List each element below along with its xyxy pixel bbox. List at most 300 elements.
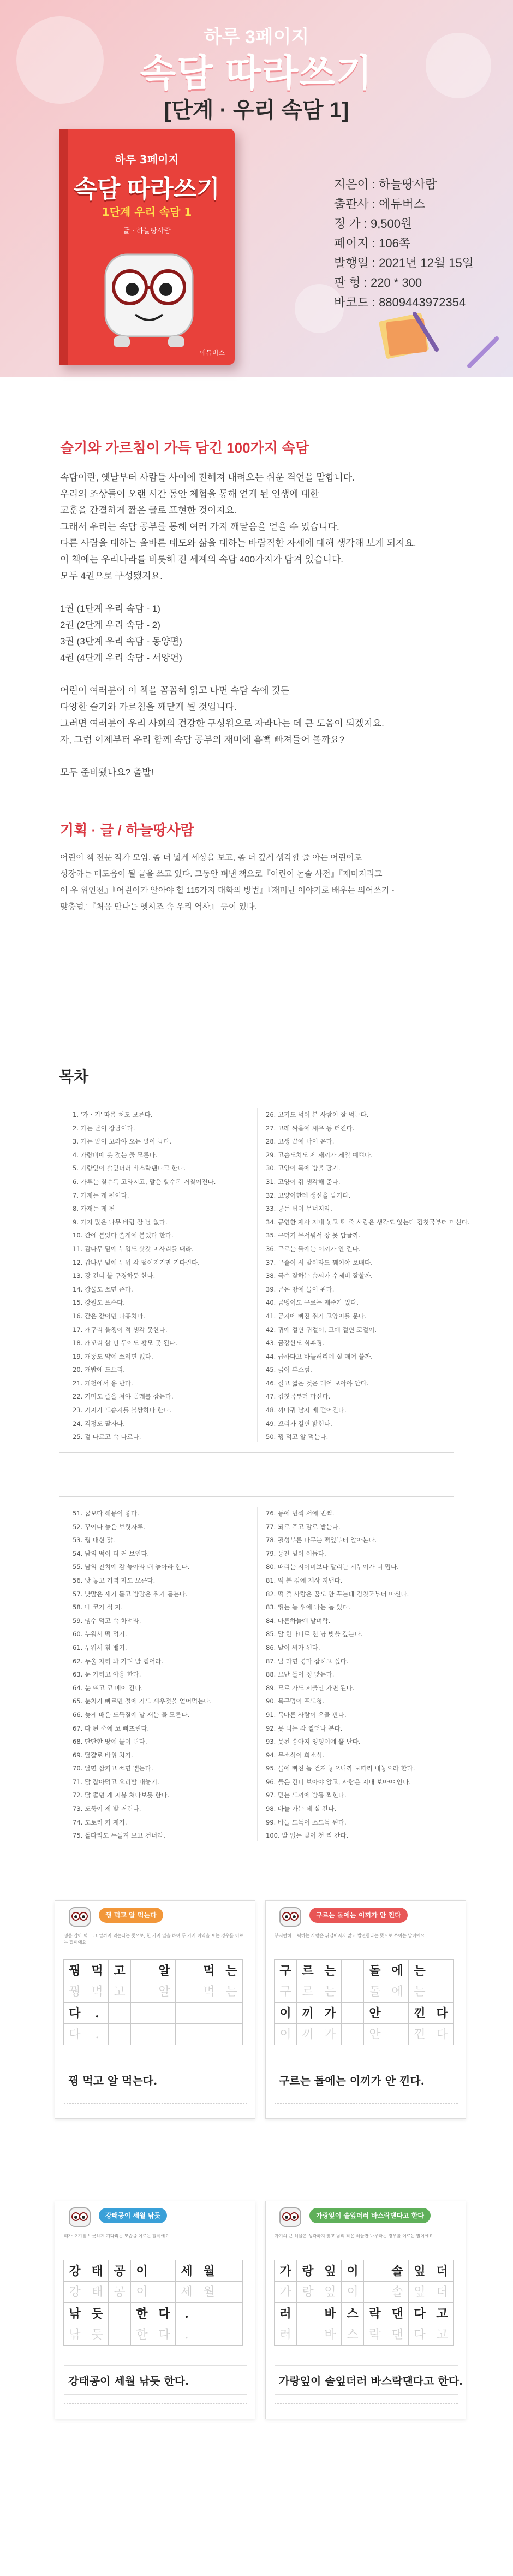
toc-item: 40. 굼벵이도 구르는 재주가 있다. bbox=[266, 1299, 359, 1307]
workbook-answer-line bbox=[64, 2365, 247, 2395]
toc-item: 8. 가재는 게 편 bbox=[73, 1205, 115, 1213]
trace-cell[interactable] bbox=[198, 2023, 220, 2045]
grid-cell[interactable]: 는 bbox=[408, 1959, 431, 1981]
toc-divider bbox=[257, 1507, 258, 1841]
info-date: 발행일 : 2021년 12월 15일 bbox=[334, 256, 474, 270]
trace-cell[interactable]: 는 bbox=[408, 1981, 431, 2003]
trace-cell[interactable] bbox=[341, 2023, 364, 2045]
credit-line: 이 우 위인전』『어린이가 알아야 할 115가지 대화의 방법』『재미난 이야기로 배우는 의어쓰기 - bbox=[60, 886, 395, 895]
grid-cell[interactable]: 돌 bbox=[363, 1959, 386, 1981]
grid-cell[interactable]: . bbox=[86, 2002, 109, 2024]
intro-line: 3권 (3단계 우리 속담 - 동양편) bbox=[60, 636, 182, 647]
toc-item: 41. 궁지에 빠진 쥐가 고양이를 문다. bbox=[266, 1312, 367, 1320]
grid-cell[interactable]: 안 bbox=[363, 2002, 386, 2024]
toc-item: 99. 바늘 도둑이 소도둑 된다. bbox=[266, 1818, 347, 1826]
credit-line: 성장하는 데도움이 될 글을 쓰고 있다. 그동안 펴낸 책으로『어린이 논술 사전』『재미지리그 bbox=[60, 869, 383, 879]
toc-column bbox=[73, 1108, 253, 1444]
mascot-icon bbox=[65, 2206, 94, 2230]
grid-cell[interactable]: 이 bbox=[130, 2260, 153, 2282]
grid-cell[interactable] bbox=[198, 2302, 220, 2324]
grid-row bbox=[64, 2282, 247, 2303]
credit-body bbox=[60, 850, 453, 915]
toc-item: 55. 남의 잔치에 감 놓아라 배 놓아라 한다. bbox=[73, 1563, 190, 1571]
book-subtitle: 하루 3페이지 bbox=[115, 153, 179, 166]
toc-item: 79. 등잔 밑이 어둡다. bbox=[266, 1549, 326, 1558]
toc-item: 43. 금강산도 식후경. bbox=[266, 1339, 325, 1347]
trace-cell[interactable]: 락 bbox=[363, 2324, 386, 2346]
trace-cell[interactable]: 세 bbox=[175, 2281, 198, 2303]
workbook-proverb-label: 구르는 돌에는 이끼가 안 낀다 bbox=[309, 1908, 408, 1923]
grid-cell[interactable]: 구 bbox=[274, 1959, 297, 1981]
grid-cell[interactable]: 잎 bbox=[319, 2260, 342, 2282]
toc-column bbox=[266, 1108, 470, 1444]
book-info bbox=[334, 175, 498, 312]
trace-cell[interactable]: 고 bbox=[431, 2324, 454, 2346]
intro-line: 그래서 우리는 속담 공부를 통해 여러 가지 깨달음을 얻을 수 있습니다. bbox=[60, 522, 339, 532]
intro-line: 다른 사람을 대하는 올바른 태도와 삶을 대하는 바람직한 자세에 대해 생각해 보게 되지요. bbox=[60, 538, 416, 548]
intro-line: 그러면 여러분이 우리 사회의 건강한 구성원으로 자라나는 데 큰 도움이 되겠지요. bbox=[60, 718, 384, 729]
grid-cell[interactable]: 이 bbox=[341, 2260, 364, 2282]
grid-cell[interactable]: 다 bbox=[153, 2302, 176, 2324]
toc-item: 44. 급하다고 바늘허리에 실 매어 쓸까. bbox=[266, 1352, 373, 1360]
toc-item: 18. 개꼬리 삼 년 두어도 황모 못 된다. bbox=[73, 1339, 177, 1347]
toc-item: 97. 믿는 도끼에 발등 찍힌다. bbox=[266, 1791, 347, 1799]
toc-item: 12. 갑나무 밑에 누워 감 떨어지기만 기다린다. bbox=[73, 1258, 200, 1266]
grid-cell[interactable]: 르 bbox=[296, 1959, 319, 1981]
trace-cell[interactable] bbox=[108, 2324, 131, 2346]
workbook-header bbox=[55, 1901, 255, 1953]
trace-cell[interactable]: 먹 bbox=[198, 1981, 220, 2003]
trace-cell[interactable]: 는 bbox=[220, 1981, 243, 2003]
trace-cell[interactable]: 안 bbox=[363, 2023, 386, 2045]
intro-line bbox=[60, 584, 453, 601]
grid-cell[interactable]: 이 bbox=[274, 2002, 297, 2024]
workbook-header bbox=[266, 2201, 466, 2254]
grid-cell[interactable] bbox=[198, 2002, 220, 2024]
writing-grid bbox=[275, 2260, 458, 2346]
trace-cell[interactable]: 가 bbox=[319, 2023, 342, 2045]
mascot-icon bbox=[276, 2206, 305, 2230]
toc-box-1 bbox=[59, 1098, 470, 1453]
grid-cell[interactable] bbox=[108, 2002, 131, 2024]
grid-cell[interactable]: 듯 bbox=[86, 2302, 109, 2324]
trace-cell[interactable] bbox=[198, 2324, 220, 2346]
trace-cell[interactable]: 태 bbox=[86, 2281, 109, 2303]
grid-cell[interactable]: . bbox=[175, 2302, 198, 2324]
toc-item: 53. 꿩 대신 닭. bbox=[73, 1536, 115, 1544]
toc-item: 22. 거미도 줄을 쳐야 벌레를 잡는다. bbox=[73, 1393, 174, 1401]
toc-item: 21. 개천에서 용 난다. bbox=[73, 1379, 133, 1387]
notebook-icon bbox=[377, 306, 442, 366]
trace-cell[interactable]: 한 bbox=[130, 2324, 153, 2346]
book-cover bbox=[59, 129, 235, 365]
intro-line: 1권 (1단계 우리 속담 - 1) bbox=[60, 603, 160, 614]
trace-cell[interactable] bbox=[130, 2023, 153, 2045]
grid-cell[interactable]: 먹 bbox=[86, 1959, 109, 1981]
grid-row bbox=[275, 1981, 458, 2003]
toc-item: 82. 떡 줄 사람은 꿈도 안 꾸는데 김칫국부터 마신다. bbox=[266, 1590, 409, 1598]
info-author: 지은이 : 하늘땅사람 bbox=[334, 177, 437, 191]
grid-row bbox=[275, 2324, 458, 2346]
grid-cell[interactable]: 다 bbox=[63, 2002, 86, 2024]
writing-line[interactable] bbox=[275, 2403, 458, 2404]
trace-cell[interactable]: 바 bbox=[319, 2324, 342, 2346]
workbook-description: 부지런히 노력하는 사람은 뒤떨어지지 않고 발전한다는 뜻으로 쓰이는 말이에요. bbox=[275, 1933, 426, 1938]
toc-item: 3. 가는 말이 고와야 오는 말이 곱다. bbox=[73, 1138, 171, 1146]
intro-heading: 슬기와 가르침이 가득 담긴 100가지 속담 bbox=[60, 440, 309, 456]
trace-cell[interactable]: 먹 bbox=[86, 1981, 109, 2003]
toc-item: 47. 김칫국부터 마신다. bbox=[266, 1393, 331, 1401]
toc-column bbox=[73, 1507, 253, 1843]
toc-item: 32. 고양이한테 생선을 맡기다. bbox=[266, 1191, 351, 1199]
grid-row bbox=[64, 2324, 247, 2346]
trace-cell[interactable]: . bbox=[86, 2023, 109, 2045]
toc-item: 36. 구르는 돌에는 이끼가 안 낀다. bbox=[266, 1245, 361, 1253]
trace-cell[interactable]: 낚 bbox=[63, 2324, 86, 2346]
grid-cell[interactable]: 댄 bbox=[386, 2302, 409, 2324]
writing-grid bbox=[275, 1960, 458, 2045]
workbook-answer-text: 강태공이 세월 낚듯 한다. bbox=[68, 2374, 189, 2388]
toc-item: 24. 걱정도 팔자다. bbox=[73, 1419, 125, 1428]
trace-cell[interactable] bbox=[220, 2023, 243, 2045]
grid-cell[interactable]: 락 bbox=[363, 2302, 386, 2324]
trace-cell[interactable]: 댄 bbox=[386, 2324, 409, 2346]
trace-cell[interactable]: 스 bbox=[341, 2324, 364, 2346]
toc-item: 35. 구더기 무서워서 장 못 담글까. bbox=[266, 1231, 361, 1240]
grid-cell[interactable]: 는 bbox=[220, 1959, 243, 1981]
toc-item: 6. 가루는 칠수록 고와지고, 말은 할수록 거칠어진다. bbox=[73, 1177, 216, 1186]
writing-line[interactable] bbox=[275, 2103, 458, 2104]
grid-cell[interactable]: 고 bbox=[431, 2302, 454, 2324]
toc-item: 15. 강원도 포수다. bbox=[73, 1299, 125, 1307]
toc-item: 30. 고양이 목에 방울 달기. bbox=[266, 1164, 341, 1172]
trace-cell[interactable]: 공 bbox=[108, 2281, 131, 2303]
grid-cell[interactable] bbox=[341, 1959, 364, 1981]
workbook-page bbox=[265, 2201, 466, 2419]
credit-heading: 기획 · 글 / 하늘땅사람 bbox=[60, 822, 194, 838]
writing-line[interactable] bbox=[64, 2103, 247, 2104]
toc-item: 52. 꾸어다 놓은 보릿자루. bbox=[73, 1523, 145, 1531]
trace-cell[interactable] bbox=[130, 1981, 153, 2003]
intro-line bbox=[60, 666, 453, 683]
grid-row bbox=[275, 1960, 458, 1981]
toc-item: 37. 구슬이 서 말이라도 꿰어야 보배다. bbox=[266, 1258, 373, 1266]
workbook-proverb-label: 강태공이 세월 낚듯 bbox=[99, 2208, 167, 2223]
grid-cell[interactable] bbox=[175, 2002, 198, 2024]
toc-item: 34. 공연한 제사 지내 놓고 떡 줄 사람은 생각도 않는데 김칫국부터 마신다. bbox=[266, 1218, 470, 1226]
grid-cell[interactable]: 강 bbox=[63, 2260, 86, 2282]
toc-item: 39. 굳은 땅에 물이 괸다. bbox=[266, 1285, 335, 1293]
grid-cell[interactable]: 고 bbox=[108, 1959, 131, 1981]
workbook-description: 때가 오기를 느긋하게 기다리는 모습을 이르는 말이에요. bbox=[64, 2234, 171, 2239]
trace-cell[interactable]: 이 bbox=[130, 2281, 153, 2303]
grid-cell[interactable]: 스 bbox=[341, 2302, 364, 2324]
workbook-answer-text: 꿩 먹고 알 먹는다. bbox=[68, 2074, 158, 2087]
trace-cell[interactable]: 다 bbox=[63, 2023, 86, 2045]
grid-cell[interactable] bbox=[220, 2260, 243, 2282]
toc-item: 61. 누워서 침 뱉기. bbox=[73, 1643, 127, 1651]
grid-cell[interactable]: 다 bbox=[408, 2302, 431, 2324]
toc-item: 71. 닭 잡아먹고 오리발 내놓기. bbox=[73, 1778, 159, 1786]
mascot-illustration bbox=[75, 238, 223, 353]
grid-cell[interactable] bbox=[220, 2302, 243, 2324]
intro-line: 교훈을 간결하게 짧은 글로 표현한 것이지요. bbox=[60, 505, 237, 516]
grid-cell[interactable]: 솔 bbox=[386, 2260, 409, 2282]
toc-item: 98. 바늘 가는 데 실 간다. bbox=[266, 1805, 337, 1813]
trace-cell[interactable]: 잎 bbox=[408, 2281, 431, 2303]
intro-line: 자, 그럼 이제부터 우리 함께 속담 공부의 재미에 흠뻑 빠져들어 볼까요? bbox=[60, 735, 345, 745]
trace-cell[interactable]: . bbox=[175, 2324, 198, 2346]
info-format: 판 형 : 220 * 300 bbox=[334, 276, 422, 289]
grid-cell[interactable]: 다 bbox=[431, 2002, 454, 2024]
grid-cell[interactable] bbox=[341, 2002, 364, 2024]
trace-cell[interactable]: 끼 bbox=[296, 2023, 319, 2045]
grid-cell[interactable]: 가 bbox=[274, 2260, 297, 2282]
grid-cell[interactable]: 에 bbox=[386, 1959, 409, 1981]
toc-item: 38. 국수 잘하는 솜씨가 수제비 잘할까. bbox=[266, 1272, 373, 1280]
trace-cell[interactable] bbox=[341, 1981, 364, 2003]
trace-cell[interactable]: 랑 bbox=[296, 2281, 319, 2303]
mascot-icon bbox=[276, 1905, 305, 1929]
grid-row bbox=[275, 2260, 458, 2282]
toc-item: 57. 낮말은 새가 듣고 밤말은 쥐가 듣는다. bbox=[73, 1590, 188, 1598]
trace-cell[interactable] bbox=[220, 2324, 243, 2346]
grid-cell[interactable]: 알 bbox=[153, 1959, 176, 1981]
trace-cell[interactable]: 는 bbox=[319, 1981, 342, 2003]
trace-cell[interactable] bbox=[363, 2281, 386, 2303]
toc-column bbox=[266, 1507, 446, 1843]
toc-item: 76. 동에 번쩍 서에 번쩍. bbox=[266, 1509, 335, 1517]
intro-line: 4권 (4단계 우리 속담 - 서양편) bbox=[60, 653, 182, 663]
hero-subtitle: 하루 3페이지 bbox=[204, 27, 309, 48]
toc-title: 목차 bbox=[59, 1068, 89, 1085]
trace-cell[interactable] bbox=[108, 2023, 131, 2045]
toc-item: 86. 말이 씨가 된다. bbox=[266, 1643, 320, 1651]
workbook-header bbox=[55, 2201, 255, 2254]
toc-item: 54. 남의 떡이 더 커 보인다. bbox=[73, 1549, 150, 1558]
workbook-description: 꿩을 잡아 먹고 그 알까지 먹는다는 뜻으로, 한 가지 일을 하여 두 가지 이익을 보는 경우를 이르는 말이에요. bbox=[64, 1933, 244, 1945]
grid-row bbox=[275, 2003, 458, 2024]
grid-row bbox=[275, 2282, 458, 2303]
trace-cell[interactable]: 구 bbox=[274, 1981, 297, 2003]
toc-item: 16. 같은 값이면 다홍치마. bbox=[73, 1312, 145, 1320]
book-publisher: 에듀버스 bbox=[199, 349, 225, 357]
trace-cell[interactable] bbox=[296, 2324, 319, 2346]
workbook-page bbox=[55, 1900, 255, 2119]
writing-line[interactable] bbox=[64, 2403, 247, 2404]
toc-item: 42. 귀에 걸면 귀걸이, 코에 걸면 코걸이. bbox=[266, 1325, 377, 1334]
toc-item: 5. 가랑잎이 솔잎더러 바스락댄다고 한다. bbox=[73, 1164, 186, 1172]
toc-item: 50. 꿩 먹고 알 먹는다. bbox=[266, 1433, 329, 1441]
toc-item: 91. 목마른 사람이 우물 판다. bbox=[266, 1710, 347, 1719]
trace-cell[interactable] bbox=[431, 1981, 454, 2003]
toc-item: 60. 누워서 떡 먹기. bbox=[73, 1630, 127, 1638]
trace-cell[interactable]: 듯 bbox=[86, 2324, 109, 2346]
grid-cell[interactable]: 한 bbox=[130, 2302, 153, 2324]
grid-row bbox=[64, 1960, 247, 1981]
grid-cell[interactable] bbox=[363, 2260, 386, 2282]
trace-cell[interactable]: 르 bbox=[296, 1981, 319, 2003]
trace-cell[interactable] bbox=[220, 2281, 243, 2303]
credit-line: 어린이 책 전문 작가 모임. 좀 더 넓게 세상을 보고, 좀 더 깊게 생각할 줄 아는 어린이로 bbox=[60, 853, 362, 862]
grid-cell[interactable]: 꿩 bbox=[63, 1959, 86, 1981]
toc-item: 64. 눈 뜨고 코 베어 간다. bbox=[73, 1684, 144, 1692]
trace-cell[interactable]: 솔 bbox=[386, 2281, 409, 2303]
book-title: 속담 따라쓰기 bbox=[74, 176, 220, 203]
trace-cell[interactable] bbox=[175, 2023, 198, 2045]
toc-item: 80. 때리는 시어미보다 말리는 시누이가 더 밉다. bbox=[266, 1563, 399, 1571]
trace-cell[interactable]: 낀 bbox=[408, 2023, 431, 2045]
grid-cell[interactable]: 끼 bbox=[296, 2002, 319, 2024]
grid-cell[interactable] bbox=[153, 2260, 176, 2282]
toc-item: 4. 가랑비에 옷 젖는 줄 모른다. bbox=[73, 1151, 158, 1159]
workbook-proverb-label: 꿩 먹고 알 먹는다 bbox=[99, 1908, 163, 1923]
book-level: 1단계 우리 속담 1 bbox=[102, 205, 192, 218]
trace-cell[interactable]: 이 bbox=[341, 2281, 364, 2303]
toc-item: 48. 까마귀 날자 배 떨어진다. bbox=[266, 1406, 347, 1414]
toc-item: 10. 간에 붙었다 쓸개에 붙었다 한다. bbox=[73, 1231, 174, 1240]
trace-cell[interactable]: 강 bbox=[63, 2281, 86, 2303]
toc-item: 88. 모난 돌이 정 맞는다. bbox=[266, 1671, 335, 1679]
workbook-proverb-label: 가랑잎이 솔잎더러 바스락댄다고 한다 bbox=[309, 2208, 431, 2223]
info-barcode: 바코드 : 8809443972354 bbox=[334, 295, 466, 309]
intro-line: 모두 4권으로 구성됐지요. bbox=[60, 571, 163, 581]
workbook-page bbox=[265, 1900, 466, 2119]
grid-cell[interactable] bbox=[386, 2002, 409, 2024]
intro-line: 모두 준비됐나요? 출발! bbox=[60, 767, 154, 778]
grid-cell[interactable]: 낚 bbox=[63, 2302, 86, 2324]
grid-cell[interactable]: 가 bbox=[319, 2002, 342, 2024]
trace-cell[interactable]: 월 bbox=[198, 2281, 220, 2303]
toc-item: 89. 모로 가도 서울만 가면 된다. bbox=[266, 1684, 355, 1692]
grid-cell[interactable] bbox=[108, 2302, 131, 2324]
toc-item: 69. 달걀로 바위 치기. bbox=[73, 1751, 133, 1759]
workbook-answer-text: 가랑잎이 솔잎더러 바스락댄다고 한다. bbox=[279, 2374, 463, 2388]
grid-row bbox=[64, 2003, 247, 2024]
toc-item: 67. 다 된 죽에 코 빠뜨린다. bbox=[73, 1724, 150, 1732]
grid-row bbox=[64, 1981, 247, 2003]
grid-row bbox=[64, 2303, 247, 2324]
trace-cell[interactable]: 고 bbox=[108, 1981, 131, 2003]
toc-item: 25. 겉 다르고 속 다르다. bbox=[73, 1433, 141, 1441]
toc-item: 83. 뛰는 놈 위에 나는 놈 있다. bbox=[266, 1603, 350, 1612]
toc-item: 27. 고래 싸움에 새우 등 터진다. bbox=[266, 1124, 355, 1132]
trace-cell[interactable]: 다 bbox=[431, 2023, 454, 2045]
toc-item: 56. 낫 놓고 기역 자도 모른다. bbox=[73, 1576, 156, 1584]
trace-cell[interactable] bbox=[153, 2281, 176, 2303]
grid-row bbox=[64, 2024, 247, 2045]
trace-cell[interactable] bbox=[153, 2023, 176, 2045]
toc-item: 28. 고생 끝에 낙이 온다. bbox=[266, 1138, 335, 1146]
grid-cell[interactable] bbox=[296, 2302, 319, 2324]
toc-item: 94. 무소식이 희소식. bbox=[266, 1751, 325, 1759]
grid-cell[interactable] bbox=[175, 1959, 198, 1981]
trace-cell[interactable]: 가 bbox=[274, 2281, 297, 2303]
toc-item: 45. 긁어 부스럼. bbox=[266, 1366, 312, 1374]
trace-cell[interactable]: 러 bbox=[274, 2324, 297, 2346]
grid-cell[interactable] bbox=[130, 2002, 153, 2024]
trace-cell[interactable]: 다 bbox=[408, 2324, 431, 2346]
grid-cell[interactable]: 더 bbox=[431, 2260, 454, 2282]
toc-item: 74. 도토리 키 재기. bbox=[73, 1818, 127, 1826]
toc-item: 33. 공든 탑이 무너지랴. bbox=[266, 1205, 332, 1213]
toc-item: 11. 감나무 밑에 누워도 삿갓 미사리를 대라. bbox=[73, 1245, 194, 1253]
intro-line: 어린이 여러분이 이 책을 꼼꼼히 읽고 나면 속담 속에 깃든 bbox=[60, 685, 290, 696]
toc-item: 66. 늦게 배운 도둑질에 날 새는 줄 모른다. bbox=[73, 1710, 190, 1719]
toc-item: 29. 고슴도치도 제 새끼가 제일 예쁘다. bbox=[266, 1151, 373, 1159]
trace-cell[interactable]: 잎 bbox=[319, 2281, 342, 2303]
hero-banner bbox=[0, 0, 513, 377]
workbook-answer-line bbox=[275, 2065, 458, 2094]
grid-cell[interactable]: 랑 bbox=[296, 2260, 319, 2282]
trace-cell[interactable]: 돌 bbox=[363, 1981, 386, 2003]
info-price: 정 가 : 9,500원 bbox=[334, 217, 413, 230]
pencil-icon bbox=[464, 333, 502, 371]
grid-row bbox=[275, 2024, 458, 2045]
toc-item: 58. 내 코가 석 자. bbox=[73, 1603, 123, 1612]
toc-item: 9. 가지 많은 나무 바람 잘 날 없다. bbox=[73, 1218, 168, 1226]
toc-item: 1. '가 · 기' 따름 처도 모른다. bbox=[73, 1111, 153, 1118]
intro-line: 속담이란, 옛날부터 사람들 사이에 전해져 내려오는 쉬운 격언을 말합니다. bbox=[60, 472, 355, 483]
trace-cell[interactable]: 꿩 bbox=[63, 1981, 86, 2003]
toc-item: 17. 개구리 올챙이 적 생각 못한다. bbox=[73, 1325, 168, 1334]
toc-item: 85. 말 한마디로 천 냥 빚을 갚는다. bbox=[266, 1630, 363, 1638]
grid-cell[interactable]: 먹 bbox=[198, 1959, 220, 1981]
trace-cell[interactable] bbox=[175, 1981, 198, 2003]
grid-cell[interactable] bbox=[220, 2002, 243, 2024]
grid-row bbox=[64, 2260, 247, 2282]
trace-cell[interactable]: 더 bbox=[431, 2281, 454, 2303]
toc-item: 68. 단단한 땅에 물이 괸다. bbox=[73, 1738, 147, 1746]
toc-item: 14. 강물도 쓰면 준다. bbox=[73, 1285, 133, 1293]
toc-item: 7. 가재는 게 편이다. bbox=[73, 1191, 129, 1199]
toc-item: 95. 물에 빠진 놈 건져 놓으니까 보따리 내놓으라 한다. bbox=[266, 1764, 415, 1773]
toc-item: 46. 길고 짧은 것은 대어 보아야 안다. bbox=[266, 1379, 369, 1387]
trace-cell[interactable]: 알 bbox=[153, 1981, 176, 2003]
book-author: 글 · 하늘땅사람 bbox=[123, 227, 171, 235]
workbook-answer-line bbox=[64, 2065, 247, 2094]
trace-cell[interactable]: 이 bbox=[274, 2023, 297, 2045]
grid-cell[interactable]: 는 bbox=[319, 1959, 342, 1981]
intro-line: 다양한 슬기와 가르침을 깨닫게 될 것입니다. bbox=[60, 702, 237, 712]
toc-item: 96. 물은 건너 보아야 알고, 사람은 지내 보아야 안다. bbox=[266, 1778, 411, 1786]
grid-cell[interactable] bbox=[130, 1959, 153, 1981]
trace-cell[interactable] bbox=[386, 2023, 409, 2045]
grid-cell[interactable]: 러 bbox=[274, 2302, 297, 2324]
intro-line: 2권 (2단계 우리 속담 - 2) bbox=[60, 620, 160, 630]
toc-item: 20. 개밥에 도토리. bbox=[73, 1366, 125, 1374]
toc-item: 78. 될성부른 나무는 떡잎부터 알아본다. bbox=[266, 1536, 377, 1544]
grid-cell[interactable] bbox=[431, 1959, 454, 1981]
workbook-page bbox=[55, 2201, 255, 2419]
toc-item: 100. 발 없는 말이 천 리 간다. bbox=[266, 1832, 349, 1840]
grid-cell[interactable]: 공 bbox=[108, 2260, 131, 2282]
hero-level: [단계 · 우리 속담 1] bbox=[164, 98, 349, 122]
grid-cell[interactable]: 월 bbox=[198, 2260, 220, 2282]
grid-cell[interactable]: 세 bbox=[175, 2260, 198, 2282]
workbook-header bbox=[266, 1901, 466, 1953]
trace-cell[interactable]: 다 bbox=[153, 2324, 176, 2346]
grid-cell[interactable]: 태 bbox=[86, 2260, 109, 2282]
trace-cell[interactable]: 에 bbox=[386, 1981, 409, 2003]
grid-cell[interactable]: 낀 bbox=[408, 2002, 431, 2024]
toc-item: 51. 꿈보다 해몽이 좋다. bbox=[73, 1509, 139, 1517]
toc-item: 87. 말 타면 경마 잡히고 싶다. bbox=[266, 1657, 349, 1665]
grid-cell[interactable] bbox=[153, 2002, 176, 2024]
toc-item: 13. 강 건너 불 구경하듯 한다. bbox=[73, 1272, 156, 1280]
grid-cell[interactable]: 잎 bbox=[408, 2260, 431, 2282]
grid-cell[interactable]: 바 bbox=[319, 2302, 342, 2324]
